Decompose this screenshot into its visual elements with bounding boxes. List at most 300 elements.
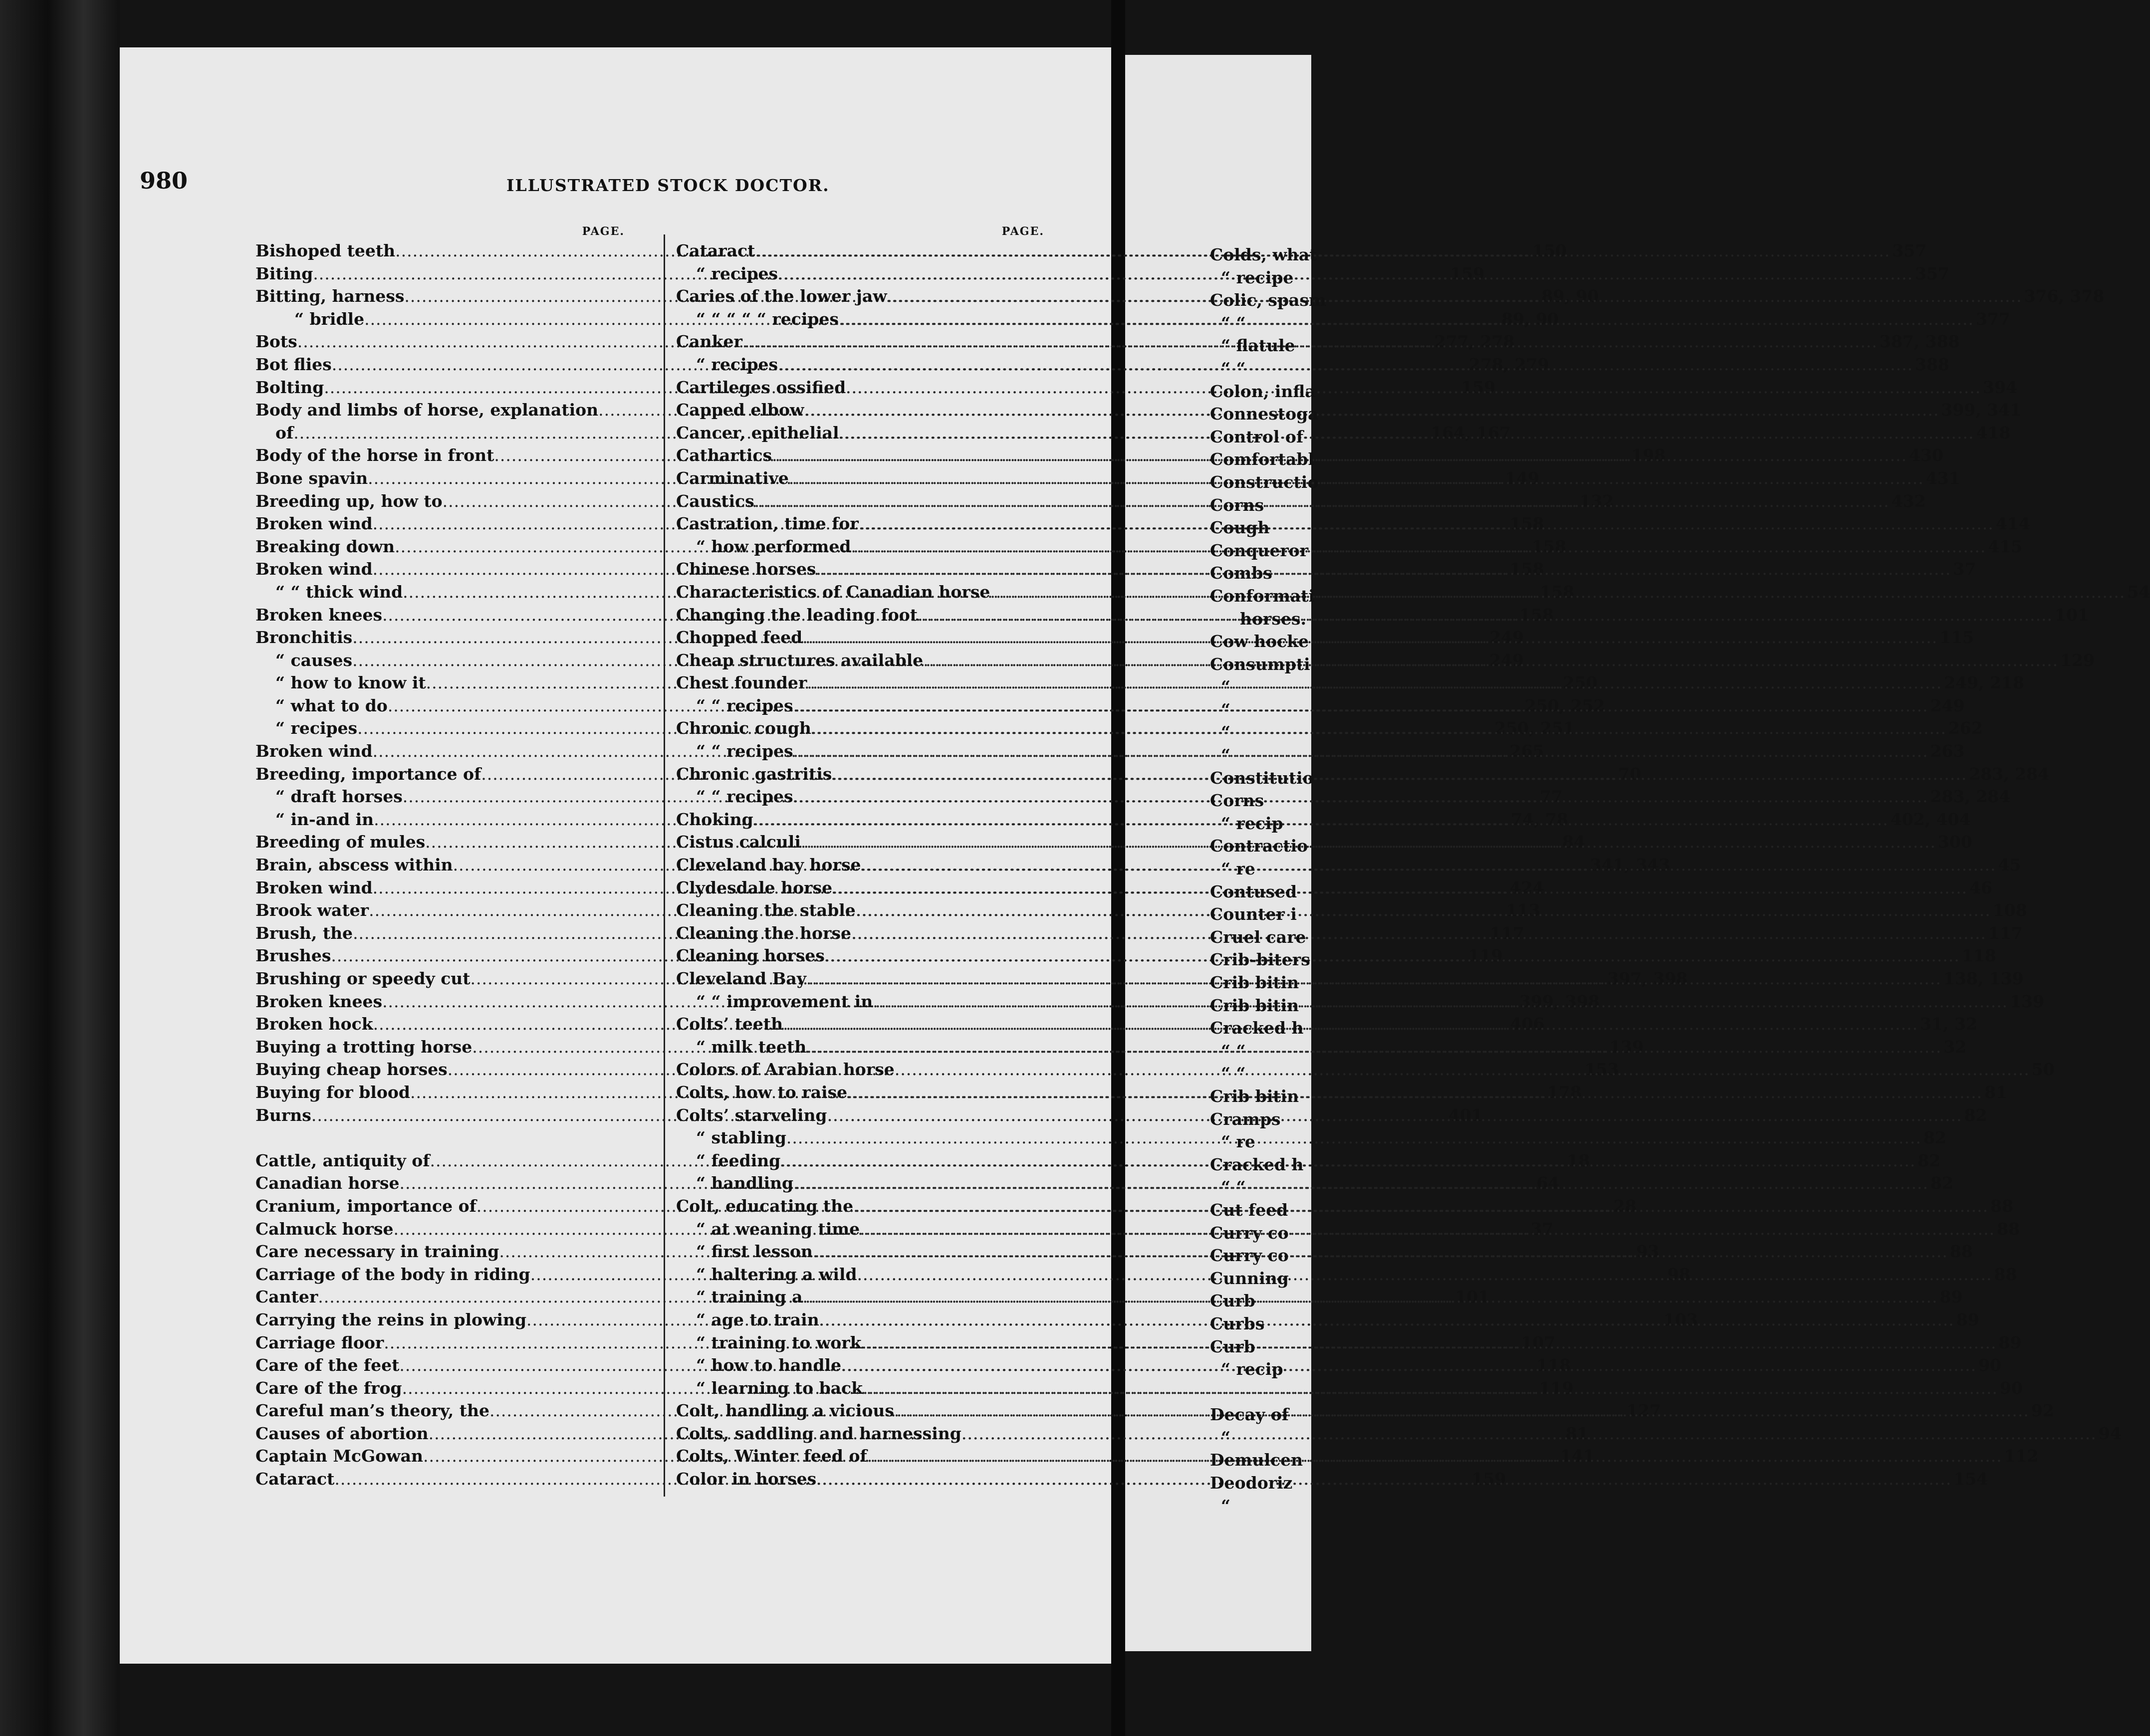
index-entry-page: 113 bbox=[1506, 900, 1540, 920]
index-entry-label: Control of bbox=[1210, 427, 1304, 446]
index-entry bbox=[1210, 380, 1325, 403]
index-column-right-fragment bbox=[1210, 243, 1325, 1517]
index-entry-page: 88 bbox=[1990, 1196, 2014, 1216]
index-entry-label: “ at weaning time bbox=[696, 1219, 860, 1239]
leader-dots bbox=[816, 1468, 1951, 1491]
index-entry-label: Cleaning the horse bbox=[676, 923, 851, 943]
index-entry bbox=[1210, 675, 1325, 698]
index-entry-label: Contused bbox=[1210, 881, 1297, 901]
index-entry-label: Breeding up, how to bbox=[255, 491, 443, 511]
index-entry-label: “ “ bbox=[1221, 313, 1246, 333]
index-entry-page: 154 bbox=[1953, 1469, 1988, 1489]
index-entry-label: Colt, handling a vicious bbox=[676, 1401, 894, 1421]
leader-dots bbox=[857, 1263, 1992, 1286]
leader-dots bbox=[778, 353, 1913, 376]
index-entry-page: 283, 284 bbox=[1969, 764, 2050, 784]
leader-dots bbox=[786, 1126, 1921, 1149]
index-entry-page: 250, 252 bbox=[1524, 695, 1605, 715]
index-entry-label: “ how performed bbox=[696, 536, 851, 556]
index-entry bbox=[1210, 1472, 1325, 1495]
index-entry-label: “ “ bbox=[1221, 1177, 1246, 1197]
index-entry bbox=[1210, 1199, 1325, 1222]
index-entry-label: Crib bitin bbox=[1210, 973, 1299, 992]
index-entry-label: Cheap structures available bbox=[676, 650, 924, 670]
leader-dots bbox=[804, 399, 1939, 422]
leader-dots bbox=[851, 535, 1986, 558]
index-entry-page: 18 bbox=[1567, 1150, 1590, 1170]
index-entry-page: 88 bbox=[1949, 1242, 1973, 1262]
index-entry-page: 153 bbox=[1584, 1060, 1619, 1080]
index-entry-label: Broken knees bbox=[255, 991, 383, 1011]
index-entry-page: 119 bbox=[1539, 1378, 1574, 1398]
index-entry-page: 64 bbox=[1536, 1173, 1560, 1193]
index-entry-page: 277, 278 bbox=[1434, 332, 1515, 352]
index-entry-page: 50 bbox=[2031, 1060, 2055, 1080]
index-entry-page: 377 bbox=[1976, 309, 2010, 329]
index-entry-page: 32 bbox=[1943, 1037, 1967, 1057]
index-entry-label: Characteristics of Canadian horse bbox=[676, 582, 990, 602]
index-entry-label: “ re bbox=[1221, 1132, 1255, 1152]
index-entry-label: Colic, spasm bbox=[1210, 290, 1326, 310]
index-entry bbox=[1210, 1130, 1325, 1153]
index-entry-label: “ recipes bbox=[696, 354, 778, 374]
index-entry-page: 249 bbox=[1930, 695, 1965, 715]
index-entry-page: 357 bbox=[1892, 241, 1927, 260]
index-entry-page: 89 bbox=[1998, 1332, 2022, 1352]
index-entry-label: Cataract bbox=[255, 1469, 335, 1489]
index-entry-page: 70 bbox=[1618, 764, 1642, 784]
index-entry bbox=[1210, 1222, 1325, 1245]
index-entry-page: 397, 398 bbox=[1607, 969, 1688, 988]
index-entry bbox=[1210, 334, 1325, 357]
index-entry-label: Curb bbox=[1210, 1291, 1255, 1311]
index-list-right bbox=[1210, 243, 1325, 1517]
index-entry-label: Cleveland bay horse bbox=[676, 855, 861, 875]
index-entry-label: Cleaning horses bbox=[676, 946, 825, 966]
index-entry-label: “ bbox=[1221, 722, 1230, 742]
index-entry-label: “ recip bbox=[1221, 1359, 1283, 1379]
book-spine-shadow bbox=[0, 0, 120, 1736]
index-entry-label: “ bridle bbox=[294, 309, 365, 329]
index-entry-page: 249 bbox=[1489, 628, 1524, 648]
index-entry-label: Conqueror bbox=[1210, 540, 1309, 560]
index-entry-label: “ training a bbox=[696, 1287, 803, 1307]
index-entry-label: “ “ improvement in bbox=[696, 991, 873, 1011]
index-entry-label: Captain McGowan bbox=[255, 1446, 423, 1466]
index-entry-page: 117 bbox=[1490, 923, 1524, 943]
index-entry-label: Cramps bbox=[1210, 1109, 1281, 1129]
index-entry-page: 341, 343 bbox=[1590, 855, 1671, 875]
leader-dots bbox=[827, 1104, 1962, 1127]
index-entry-label: Curb bbox=[1210, 1336, 1255, 1356]
index-entry-page: 82 bbox=[1930, 1173, 1953, 1193]
index-entry-label: Brook water bbox=[255, 900, 369, 920]
index-entry-label: Cow hocke bbox=[1210, 632, 1309, 651]
index-entry-label: Colors of Arabian horse bbox=[676, 1060, 895, 1080]
index-entry-page: 376, 378 bbox=[2024, 286, 2105, 306]
column-rule bbox=[664, 234, 665, 1497]
index-entry-page: 92 bbox=[2031, 1401, 2054, 1421]
index-entry-label: Cathartics bbox=[676, 445, 772, 465]
index-entry bbox=[1210, 516, 1325, 539]
index-entry-label: Cleaning the stable bbox=[676, 900, 856, 920]
index-entry-label: Broken wind bbox=[255, 514, 373, 534]
index-entry-page: 262 bbox=[1948, 718, 1983, 738]
index-entry-label: Breaking down bbox=[255, 536, 395, 556]
index-entry-label: “ stabling bbox=[696, 1128, 786, 1148]
index-entry-page: 158 bbox=[1509, 514, 1544, 534]
index-entry-label: Colts’ teeth bbox=[676, 1014, 783, 1034]
index-entry-page: 89 bbox=[1956, 1309, 1979, 1329]
leader-dots bbox=[813, 1240, 1948, 1263]
index-entry-page: 414 bbox=[1995, 514, 2030, 534]
index-entry-label: “ “ recipes bbox=[696, 695, 793, 715]
index-entry-page: 399, 341 bbox=[1941, 400, 2022, 420]
leader-dots bbox=[793, 1172, 1928, 1195]
index-entry bbox=[1210, 448, 1325, 471]
index-entry-label: Brushes bbox=[255, 946, 331, 966]
index-entry bbox=[1210, 971, 1325, 994]
index-entry bbox=[1210, 653, 1325, 676]
index-entry-label: Caries of the lower jaw bbox=[676, 286, 887, 306]
leader-dots bbox=[961, 1422, 2097, 1445]
index-entry-page: 283, 284 bbox=[1930, 787, 2011, 807]
index-entry bbox=[1210, 858, 1325, 880]
index-entry-page: 406 bbox=[1510, 1014, 1545, 1034]
index-entry-label: Colon, infla bbox=[1210, 381, 1316, 401]
index-entry-page: 82 bbox=[1923, 1128, 1946, 1148]
index-entry-label: Cunning bbox=[1210, 1268, 1289, 1288]
index-entry-label: Bone spavin bbox=[255, 468, 368, 488]
leader-dots bbox=[806, 967, 1941, 990]
index-entry bbox=[1210, 608, 1325, 631]
leader-dots bbox=[802, 626, 1937, 649]
index-entry bbox=[1210, 744, 1325, 767]
index-entry-label: “ training to work bbox=[696, 1332, 862, 1352]
index-entry-label: Comfortabl bbox=[1210, 449, 1315, 469]
index-entry-page: 119 bbox=[1468, 946, 1503, 966]
index-entry-label: Conformati bbox=[1210, 586, 1315, 606]
index-entry-page: 84 bbox=[1562, 832, 1586, 852]
leader-dots bbox=[895, 1058, 2030, 1081]
index-entry-label: Cracked h bbox=[1210, 1018, 1304, 1038]
index-entry-page: 81 bbox=[1565, 1423, 1589, 1443]
index-entry-label: Breeding, importance of bbox=[255, 764, 481, 784]
index-entry-label: Corns bbox=[1210, 495, 1264, 515]
index-entry-page: 112 bbox=[2004, 1446, 2039, 1466]
index-entry-label: “ “ “ “ “ recipes bbox=[696, 309, 839, 329]
index-entry-page: 198 bbox=[1631, 445, 1666, 465]
index-entry bbox=[1210, 1267, 1325, 1290]
index-entry-label: Colt, educating the bbox=[676, 1196, 854, 1216]
index-entry-label: Chronic cough bbox=[676, 718, 811, 738]
index-entry-label: Changing the leading foot bbox=[676, 605, 918, 625]
leader-dots bbox=[811, 717, 1946, 740]
leader-dots bbox=[839, 308, 1974, 331]
index-entry bbox=[1210, 243, 1325, 266]
index-entry bbox=[1210, 1358, 1325, 1381]
index-entry bbox=[1210, 1153, 1325, 1176]
leader-dots bbox=[819, 1308, 1954, 1331]
index-entry-page: 117 bbox=[1988, 923, 2023, 943]
index-entry-label: Cancer, epithelial bbox=[676, 423, 839, 442]
leader-dots bbox=[789, 467, 1924, 490]
index-entry bbox=[1210, 1040, 1325, 1063]
index-entry-label: Broken wind bbox=[255, 741, 373, 761]
index-entry bbox=[1210, 357, 1325, 380]
index-entry-label: Bitting, harness bbox=[255, 286, 405, 306]
index-entry-page: 357 bbox=[1915, 263, 1950, 283]
index-entry-label: Canter bbox=[255, 1287, 318, 1307]
index-entry-page: 37 bbox=[1953, 559, 1976, 579]
index-entry-page: 93 bbox=[1636, 1242, 1660, 1262]
leader-dots bbox=[846, 376, 1981, 399]
index-entry-label: Cruel care bbox=[1210, 927, 1306, 947]
leader-dots bbox=[801, 831, 1936, 854]
leader-dots bbox=[918, 604, 2053, 627]
leader-dots bbox=[853, 1195, 1988, 1218]
index-entry-label: “ “ bbox=[1221, 1041, 1246, 1061]
index-entry bbox=[1210, 721, 1325, 744]
index-entry-label: “ recip bbox=[1221, 813, 1283, 833]
index-entry-label: Choking bbox=[676, 809, 753, 829]
leader-dots bbox=[839, 422, 1974, 444]
index-entry-label: Care of the feet bbox=[255, 1355, 400, 1375]
index-entry-label: “ “ bbox=[1221, 358, 1246, 378]
index-entry-page: 139 bbox=[2010, 991, 2045, 1011]
index-entry-page: 129 bbox=[2060, 650, 2095, 670]
index-entry-page: 46 bbox=[1969, 877, 1992, 897]
leader-dots bbox=[851, 922, 1986, 945]
page-column-label: PAGE. bbox=[582, 225, 625, 238]
index-entry bbox=[1210, 426, 1325, 448]
index-entry-label: Cranium, importance of bbox=[255, 1196, 477, 1216]
index-entry-label: “ bbox=[1221, 699, 1230, 719]
index-entry bbox=[1210, 812, 1325, 835]
index-entry-page: 101 bbox=[2055, 605, 2089, 625]
index-entry-label: “ handling bbox=[696, 1173, 794, 1193]
index-entry-label: Carriage of the body in riding bbox=[255, 1264, 530, 1284]
index-entry-page: 37 bbox=[1530, 1219, 1554, 1239]
leader-dots bbox=[860, 1218, 1995, 1241]
index-entry-label: Body and limbs of horse, explanation bbox=[255, 400, 599, 420]
index-entry-label: Chinese horses bbox=[676, 559, 816, 579]
index-entry-label: Capped elbow bbox=[676, 400, 804, 420]
index-entry-label: Decay of bbox=[1210, 1405, 1289, 1425]
index-entry bbox=[1210, 926, 1325, 949]
index-entry-label: Causes of abortion bbox=[255, 1423, 429, 1443]
index-entry-label: Care of the frog bbox=[255, 1378, 402, 1398]
index-entry bbox=[1210, 835, 1325, 858]
index-entry-label: “ “ bbox=[1221, 1064, 1246, 1084]
index-entry-page: 127 bbox=[1626, 1401, 1661, 1421]
index-entry bbox=[1210, 1062, 1325, 1085]
index-entry-label: Cistus calculi bbox=[676, 832, 801, 852]
index-entry-label: Colts, Winter feed of bbox=[676, 1446, 867, 1466]
page-column-label: PAGE. bbox=[1001, 225, 1044, 238]
index-entry-page: 159 bbox=[1450, 263, 1485, 283]
index-entry bbox=[1210, 403, 1325, 426]
index-entry-page: 45 bbox=[1998, 855, 2021, 875]
leader-dots bbox=[894, 1399, 2029, 1422]
index-entry bbox=[1210, 471, 1325, 494]
index-entry bbox=[255, 1126, 631, 1149]
index-entry bbox=[1210, 312, 1325, 335]
index-entry-label: Body of the horse in front bbox=[255, 445, 494, 465]
index-entry-page: 88 bbox=[1997, 1219, 2020, 1239]
index-entry bbox=[1210, 1108, 1325, 1131]
index-entry-page: 278, 279 bbox=[1468, 354, 1549, 374]
index-entry-label: Canadian horse bbox=[255, 1173, 400, 1193]
index-entry-label: Crib bitin bbox=[1210, 995, 1299, 1015]
index-entry-page: 118 bbox=[1536, 1355, 1571, 1375]
index-entry-page: 31, 32 bbox=[1920, 1014, 1977, 1034]
index-entry-label: Curbs bbox=[1210, 1313, 1265, 1333]
index-entry bbox=[1210, 1381, 1325, 1404]
index-entry-label: “ “ recipes bbox=[696, 787, 793, 807]
index-entry-label: Chest founder bbox=[676, 673, 807, 693]
index-entry bbox=[1210, 1426, 1325, 1449]
index-entry-page: 141 bbox=[1560, 1446, 1595, 1466]
index-entry-page: 82 bbox=[1964, 1105, 1987, 1125]
index-entry-label: Chronic gastritis bbox=[676, 764, 832, 784]
index-entry-page: 418 bbox=[1976, 423, 2011, 442]
index-entry-page: 103 bbox=[1664, 1309, 1698, 1329]
index-entry-page: 424 bbox=[1509, 877, 1544, 897]
index-entry-label: Broken hock bbox=[255, 1014, 373, 1034]
index-entry-label: Bot flies bbox=[255, 354, 332, 374]
running-title: ILLUSTRATED STOCK DOCTOR. bbox=[506, 176, 830, 195]
index-entry-page: 263 bbox=[1930, 741, 1965, 761]
index-entry-page: 89, 90 bbox=[1541, 286, 1599, 306]
index-entry bbox=[1210, 1495, 1325, 1518]
index-entry-label: Carriage floor bbox=[255, 1332, 384, 1352]
leader-dots bbox=[793, 694, 1928, 717]
index-entry-label: “ “ recipes bbox=[696, 741, 793, 761]
leader-dots bbox=[863, 1377, 1998, 1400]
index-entry-page: 28 bbox=[1613, 1196, 1637, 1216]
index-entry-label: Contractio bbox=[1210, 836, 1308, 856]
index-entry bbox=[1210, 289, 1325, 312]
index-entry-page: 159 bbox=[1461, 377, 1496, 397]
index-entry-page: 164, 167 bbox=[1431, 423, 1511, 442]
index-entry-label: Caustics bbox=[676, 491, 754, 511]
index-entry bbox=[1210, 494, 1325, 517]
leader-dots bbox=[783, 1013, 1918, 1036]
index-entry-page: 432 bbox=[1891, 491, 1926, 511]
index-entry-label: “ flatule bbox=[1221, 336, 1295, 356]
index-entry bbox=[1210, 698, 1325, 721]
index-entry-label: Cut feed bbox=[1210, 1200, 1288, 1220]
index-entry-label: Cartileges ossified bbox=[676, 377, 846, 397]
index-entry bbox=[1210, 1244, 1325, 1267]
index-entry-label: Carminative bbox=[676, 468, 789, 488]
leader-dots bbox=[856, 899, 1991, 922]
index-entry-label: Bishoped teeth bbox=[255, 241, 396, 260]
index-entry-label: Broken knees bbox=[255, 605, 383, 625]
index-entry-label: “ age to train bbox=[696, 1309, 819, 1329]
index-entry-page: 388 bbox=[1915, 354, 1950, 374]
index-entry-label: Clydesdale horse bbox=[676, 877, 833, 897]
index-entry-label: Carrying the reins in plowing bbox=[255, 1309, 527, 1329]
leader-dots bbox=[807, 671, 1942, 694]
index-entry-label: Corns bbox=[1210, 791, 1264, 811]
index-entry-label: Colts, saddling and harnessing bbox=[676, 1423, 961, 1443]
index-entry-label: Colts’ starveling bbox=[676, 1105, 827, 1125]
index-entry-page: 249, 218 bbox=[1944, 673, 2024, 693]
index-entry-label: Deodoriz bbox=[1210, 1473, 1293, 1493]
index-entry-label: Bots bbox=[255, 332, 297, 352]
index-entry-label: Bronchitis bbox=[255, 628, 353, 648]
index-entry-page: 89 bbox=[1939, 1287, 1963, 1307]
index-entry-label: Brush, the bbox=[255, 923, 353, 943]
index-entry bbox=[1210, 880, 1325, 903]
index-entry-label: “ causes bbox=[275, 650, 353, 670]
leader-dots bbox=[923, 649, 2058, 672]
index-entry-label: “ recipes bbox=[275, 718, 358, 738]
index-entry-page: 430 bbox=[1909, 445, 1943, 465]
index-entry-label: Cleveland Bay bbox=[676, 969, 806, 988]
index-entry-label: Calmuck horse bbox=[255, 1219, 394, 1239]
index-entry-page: 158 bbox=[1509, 559, 1544, 579]
index-entry-page: 158 bbox=[1540, 582, 1575, 602]
leader-dots bbox=[772, 444, 1907, 467]
index-entry-page: 250, 251 bbox=[1494, 718, 1575, 738]
index-entry-label: Canker bbox=[676, 332, 742, 352]
index-entry-page: 399, 398 bbox=[1519, 991, 1600, 1011]
index-entry-label: “ haltering a wild bbox=[696, 1264, 857, 1284]
index-entry-page: 300 bbox=[1937, 832, 1972, 852]
index-entry-label: Consumpti bbox=[1210, 654, 1310, 674]
index-entry-page: 415 bbox=[1988, 536, 2023, 556]
index-entry bbox=[1210, 266, 1325, 289]
index-entry-label: Burns bbox=[255, 1105, 311, 1125]
leader-dots bbox=[859, 512, 1994, 535]
index-entry-label: Cough bbox=[1210, 518, 1270, 538]
index-entry-label: Cracked h bbox=[1210, 1154, 1304, 1174]
index-entry-label: Biting bbox=[255, 263, 313, 283]
index-entry-label: “ learning to back bbox=[696, 1378, 863, 1398]
index-entry-label: “ bbox=[1221, 745, 1230, 765]
index-entry bbox=[1210, 1335, 1325, 1358]
page-number: 980 bbox=[140, 167, 188, 194]
index-entry-page: 82 bbox=[1917, 1150, 1941, 1170]
index-entry-label: “ what to do bbox=[275, 695, 388, 715]
index-entry-label: “ bbox=[1221, 677, 1230, 697]
index-entry bbox=[1210, 994, 1325, 1017]
index-entry-label: “ re bbox=[1221, 859, 1255, 879]
index-entry-page: 81 bbox=[1984, 1082, 2008, 1102]
index-entry bbox=[1210, 789, 1325, 812]
leader-dots bbox=[832, 763, 1967, 786]
leader-dots bbox=[780, 1149, 1915, 1172]
leader-dots bbox=[873, 990, 2008, 1013]
leader-dots bbox=[778, 262, 1913, 285]
index-entry-label: Connestoga bbox=[1210, 404, 1319, 424]
index-entry-page: 89, 90 bbox=[1501, 309, 1559, 329]
index-entry bbox=[1210, 585, 1325, 608]
index-entry-label: “ bbox=[1221, 1427, 1230, 1447]
leader-dots bbox=[803, 1286, 1938, 1308]
index-entry bbox=[1210, 948, 1325, 971]
index-entry-label: Crib bitin bbox=[1210, 1086, 1299, 1106]
index-entry-label: Castration, time for bbox=[676, 514, 859, 534]
index-entry-page: 107 bbox=[1521, 1332, 1556, 1352]
index-entry-label: Careful man’s theory, the bbox=[255, 1401, 489, 1421]
index-entry-page: 115 bbox=[1939, 628, 1974, 648]
leader-dots bbox=[862, 1331, 1997, 1354]
index-entry-page: 402, 404 bbox=[1890, 809, 1971, 829]
